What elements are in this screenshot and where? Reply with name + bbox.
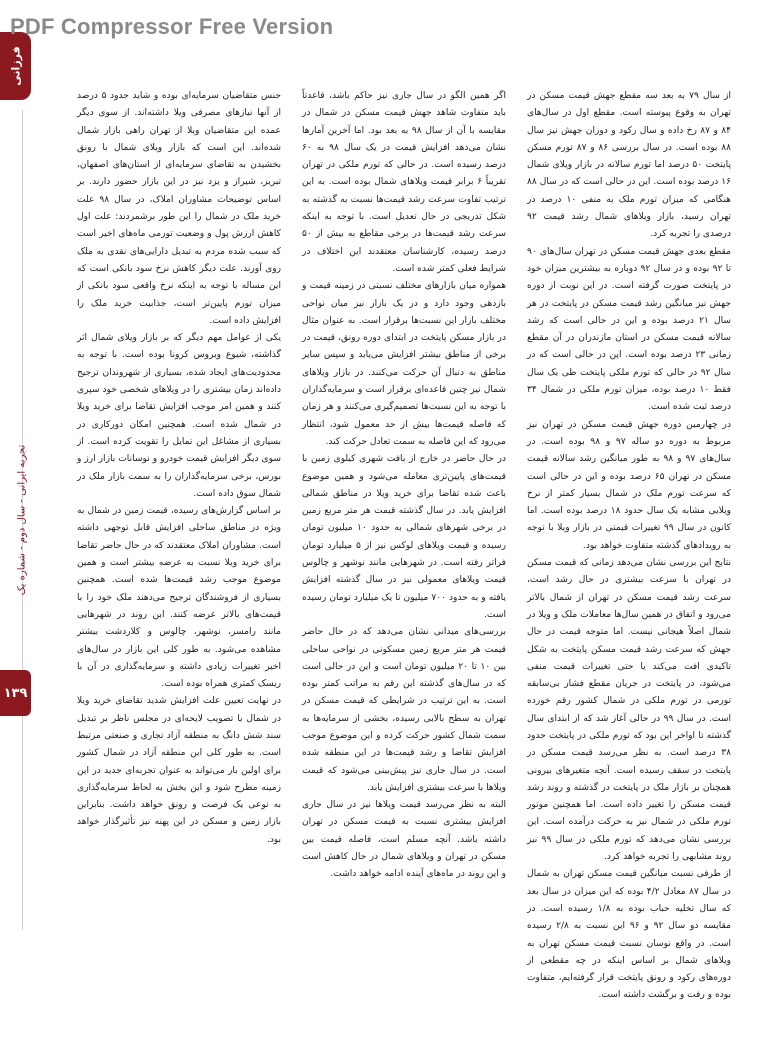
section-label: فرزانی	[9, 46, 22, 86]
paragraph: بر اساس گزارش‌های رسیده، قیمت زمین در شمال به ویژه در مناطق ساحلی افزایش قابل توجهی داشته است. مشاوران املاک معتقدند که در حال حاضر تقاضا برای خرید ویلا نسبت به عرضه بیشتر است و همین موضوع موجب رشد قیمت‌ها شده است. همچنین بسیاری از فروشندگان ترجیح می‌دهند ملک خود را با قیمت‌های بالاتر عرضه کنند. این روند در شهرهایی مانند رامسر، نوشهر، چالوس و کلاردشت بیشتر مشاهده می‌شود. به طور کلی این بازار در سال‌های اخیر تغییرات زیادی داشته و سرمایه‌گذاری در آن با ریسک کمتری همراه بوده است.	[77, 506, 281, 690]
paragraph: مقطع بعدی جهش قیمت مسکن در تهران سال‌های ۹۰ تا ۹۲ بوده و در سال ۹۲ دوباره به بیشترین میزان خود در پایتخت صورت گرفته است. در این نوبت از دوره جهش نیز میانگین رشد قیمت مسکن در پایتخت در هر سال ۲۱ درصد بوده و این در حالی است که رشد سالانه قیمت مسکن در استان مازندران در آن مقطع زمانی ۲۳ درصد بوده است. این در حالی است که در سال ۹۲ در حالی که تورم ملکی پایتخت طی یک سال فقط ۱۰ درصد بوده، میزان تورم ملکی در شمال ۳۴ درصد ثبت شده است.	[527, 246, 732, 413]
paragraph: اگر همین الگو در سال جاری نیز حاکم باشد، قاعدتاً باید متفاوت شاهد جهش قیمت مسکن در شمال در مقایسه با آن از سال ۹۸ به بعد بود. اما آخرین آمارها نشان می‌دهد افزایش قیمت در یک سال ۹۸ به ۶۰ درصد رسیده است. در حالی که تورم ملکی در تهران تقریباً ۶ برابر قیمت ویلاهای شمال بوده است. به این ترتیب تفاوت سرعت رشد قیمت‌ها نسبت به گذشته به شکل تدریجی در حال تعدیل است. با توجه به اینکه سرعت رشد قیمت‌ها در برخی مقاطع به بیش از ۵۰ درصد رسیده، کارشناسان معتقدند این اختلاف در شرایط فعلی کمتر شده است.	[302, 91, 506, 274]
section-tab	[0, 32, 31, 100]
page-number: ۱۳۹	[0, 670, 31, 716]
paragraph: از طرفی نسبت میانگین قیمت مسکن تهران به شمال در سال ۸۷ معادل ۴/۲ بوده که این میزان در سال بعد که سال تخلیه حباب بوده به ۱/۸ رسیده است. در مقایسه دو سال ۹۲ و ۹۶ این نسبت به ۲/۸ رسیده است. در واقع نوسان نسبت قیمت مسکن تهران به ویلاهای شمال بر اساس اینکه در چه مقطعی از دوره‌های رکود و رونق پایتخت قرار گرفته‌ایم، متفاوت بوده و رفت و برگشت داشته است.	[527, 869, 731, 1001]
article-body	[76, 88, 732, 1001]
paragraph: جنس متقاضیان سرمایه‌ای بوده و شاید حدود ۵ درصد از آنها نیازهای مصرفی ویلا داشته‌اند. از سوی دیگر عمده این متقاضیان ویلا از تهران راهی بازار شمال شده‌اند. این است که بازار ویلای شمال با رونق بخشیدن به تقاضای سرمایه‌ای از استان‌های اصفهان، تبریز، شیراز و یزد نیز در این بازار حضور دارند. بر اساس توضیحات مشاوران املاک، در سال ۹۸ علت خرید ملک در شمال را این طور برشمردند: علت اول کاهش ارزش پول و وضعیت تورمی ماه‌های اخیر است که سبب شده مردم به تبدیل دارایی‌های نقدی به ملک روی آورند. علت دیگر کاهش نرخ سود بانکی است که این مساله با توجه به اینکه نرخ واقعی سود بانکی از میزان تورم پایین‌تر است، جذابیت خرید ملک را افزایش داده است.	[77, 91, 282, 326]
paragraph: بررسی‌های میدانی نشان می‌دهد که در حال حاضر قیمت هر متر مربع زمین مسکونی در نواحی ساحلی بین ۱۰ تا ۲۰ میلیون تومان است و این در حالی است که در سال‌های گذشته این رقم به مراتب کمتر بوده است. به این ترتیب در شرایطی که قیمت مسکن در تهران به سطح بالایی رسیده، بخشی از سرمایه‌ها به سمت شمال کشور حرکت کرده و این موضوع موجب افزایش تقاضا و رشد قیمت‌ها در این منطقه شده است. در سال جاری نیز پیش‌بینی می‌شود که قیمت ویلاها با سرعت بیشتری افزایش یابد.	[302, 627, 506, 793]
paragraph: در چهارمین دوره جهش قیمت مسکن در تهران نیز مربوط به دوره دو ساله ۹۷ و ۹۸ بوده است. در سال‌های ۹۷ و ۹۸ به طور میانگین رشد سالانه قیمت مسکن در تهران ۶۵ درصد بوده و این در حالی است که سرعت تورم ملک در شمال بسیار کمتر از نرخ ویلایی مشابه یک سال حدود ۱۸ درصد بوده است. اما کانون در سال ۹۹ تغییرات قیمتی در بازار ویلا با توجه به رویدادهای گذشته متفاوت خواهد بود.	[527, 419, 732, 551]
paragraph: نتایج این بررسی نشان می‌دهد زمانی که قیمت مسکن در تهران با سرعت بیشتری در حال رشد است، سرعت رشد قیمت مسکن در تهران از شمال بالاتر می‌رود و اتفاق در همین سال‌ها معاملات ملک و ویلا در شمال اصلاً هیجانی نیست. اما متوجه قیمت در حال جهش که سرعت رشد قیمت مسکن پایتخت به شکل تاکیدی افت می‌کند یا حتی تغییرات قیمت منفی می‌شود، در پایتخت در جریان مقطع فشار بی‌سابقه تورمی در تورم ملکی در شمال کشور رقم خورده است. در سال ۹۹ در حالی آغاز شد که از ابتدای سال گذشته تا اواخر این بود که تورم ملکی در پایتخت حدود ۳۸ درصد است. به نظر می‌رسد قیمت مسکن در پایتخت در سقف رسیده است. آنچه متغیرهای بیرونی همچنان بر بازار ملک در پایتخت در گذشته و روند رشد قیمت مسکن را تغییر داده است. اما همچنین موتور تورم ملکی در شمال نیز به حرکت درآمده است. این بررسی نشان می‌دهد که تورم ملکی در سال ۹۹ نیز روند مشابهی را تجربه خواهد کرد.	[527, 558, 731, 863]
paragraph: در نهایت تعیین علت افزایش شدید تقاضای خرید ویلا در شمال با تصویب لایحه‌ای در مجلس ناظر بر تبدیل سند شش دانگ به منطقه آزاد تجاری و صنعتی مرتبط است. به طور کلی این منطقه آزاد در شمال کشور برای اولین بار می‌تواند به عنوان تجربه‌ای جدید در این زمینه مطرح شود و این بخش به لحاظ سرمایه‌گذاری به نوعی یک فرصت و رونق خواهد داشت. بنابراین بازار زمین و مسکن در این پهنه نیز تأثیرگذار خواهد بود.	[77, 696, 281, 845]
paragraph: یکی از عوامل مهم دیگر که بر بازار ویلای شمال اثر گذاشته، شیوع ویروس کرونا بوده است. با توجه به محدودیت‌های ایجاد شده، بسیاری از شهروندان ترجیح داده‌اند زمان بیشتری را در ویلاهای شخصی خود سپری کنند و همین امر موجب افزایش تقاضا برای خرید ویلا در شمال شده است. همچنین امکان دورکاری در بسیاری از مشاغل این تمایل را تقویت کرده است. از سوی دیگر افزایش قیمت خودرو و نوسانات بازار ارز و بورس، برخی سرمایه‌گذاران را به سمت بازار ملک در شمال سوق داده است.	[77, 333, 281, 499]
issue-info: تجربه ایرانی - سال دوم - شماره یک	[16, 444, 28, 596]
column-left	[77, 88, 281, 923]
paragraph: در حال حاضر در خارج از بافت شهری کیلوی زمین با قیمت‌های پایین‌تری معامله می‌شود و همین موضوع باعث شده تقاضا برای خرید ویلا در مناطق شمالی افزایش یابد. در سال گذشته قیمت هر متر مربع زمین در برخی شهرهای شمالی به حدود ۱۰ میلیون تومان رسیده و قیمت ویلاهای لوکس نیز از ۵ میلیارد تومان فراتر رفته است. در شهرهایی مانند نوشهر و چالوس قیمت ویلاهای معمولی نیز در سال گذشته افزایش یافته و به حدود ۷۰۰ میلیون تا یک میلیارد تومان رسیده است.	[302, 454, 506, 620]
paragraph: البته به نظر می‌رسد قیمت ویلاها نیز در سال جاری افزایش بیشتری نسبت به قیمت مسکن در تهران داشته باشد. آنچه مسلم است، فاصله قیمت بین مسکن در تهران و ویلاهای شمال در حال کاهش است و این روند در ماه‌های آینده ادامه خواهد داشت.	[302, 800, 506, 880]
paragraph: همواره میان بازارهای مختلف نسبتی در زمینه قیمت و بازدهی وجود دارد و در یک بازار نیز میان نواحی مختلف بازار این نسبت‌ها برقرار است. به عنوان مثال در بازار مسکن پایتخت در ابتدای دوره رونق، قیمت در برخی از مناطق بیشتر افزایش می‌یابد و سپس سایر مناطق به دنبال آن حرکت می‌کنند. در بازار ویلاهای شمال نیز چنین قاعده‌ای برقرار است و سرمایه‌گذاران با توجه به این نسبت‌ها تصمیم‌گیری می‌کنند و هر زمان که فاصله قیمت‌ها بیش از حد معمول شود، انتظار می‌رود که این فاصله به سمت تعادل حرکت کند.	[302, 281, 506, 447]
pdf-compressor-watermark: PDF Compressor Free Version	[10, 14, 334, 39]
column-right	[527, 88, 732, 1001]
column-middle	[302, 88, 506, 923]
paragraph: از سال ۷۹ به بعد سه مقطع جهش قیمت مسکن در تهران به وقوع پیوسته است. مقطع اول در سال‌های ۸۴ و ۸۷ رخ داده و سال رکود و دوران جهش نیز سال ۸۸ بوده است. در سال بررسی ۸۶ و ۸۷ تورم مسکن پایتخت ۵۰ درصد اما تورم سالانه در بازار ویلای شمال ۱۶ درصد بوده است. این در حالی است که در سال ۸۸ هنگامی که میزان تورم ملک به منفی ۱۰ درصد در تهران رسید، بازار ویلاهای شمال رشد قیمت ۹۲ درصدی را تجربه کرد.	[527, 91, 731, 240]
